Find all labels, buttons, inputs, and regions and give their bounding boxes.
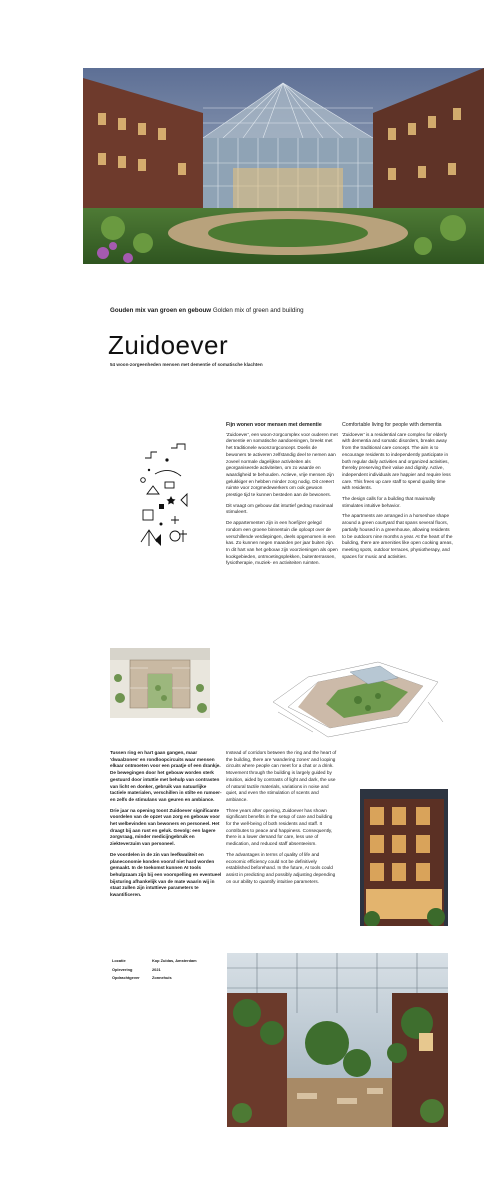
hero-courtyard-photo (83, 68, 484, 264)
fact-value: Kop Zuidas, Amsterdam (152, 958, 197, 963)
paragraph-nl2-2: Drie jaar na opening toont Zuidoever significante voordelen van de opzet van zorg en gebouw voor het welbevinden van bewoners en personeel. Het draagt bij aan rust en geluk. Gevolg: een lagere zorgvraag, minder medicijngebruik en ziekteverzuim van personeel. (110, 807, 220, 847)
paragraph-nl-1: 'Zuidoever', een woon-zorgcomplex voor ouderen met dementie en somatische aandoeningen, breekt met het traditionele woonzorgconcept. Doelis de bewoners te activeren zelfstandig deel te nemen aan zoveel normale dagelijkse activiteiten als georganiseerde activiteiten, om zo waarde en waardigheid te behouden. Actieve, vrije mensen zijn gelukkiger en hebben minder zorg nodig. Dit creëert ruimte voor zorgmedewerkers om ook gewoon prestige tijd te kunnen besteden aan de bewoners. (226, 431, 338, 498)
text-column-nl (226, 422, 338, 571)
project-facts (112, 957, 212, 983)
greenhouse-interior-photo (227, 953, 448, 1127)
paragraph-en2-2: Three years after opening, Zuidoever has shown significant benefits in the setup of care and building for the well-being of both residents and staff. It contributes to peace and happiness. Consequently, there is a lower demand for care, less use of medication, and reduced staff absenteeism. (226, 807, 333, 847)
fact-label: Oplevering (112, 966, 133, 972)
paragraph-en-2: The design calls for a building that maximally stimulates intuitive behavior. (342, 496, 436, 508)
heading-en: Comfortable living for people with dementia (342, 422, 442, 428)
fact-row-delivery (112, 966, 212, 975)
paragraph-nl-3: De appartementen zijn in een hoefijzer gelegd rondom een groene binnentuin die oploopt over de verschillende verdiepingen, deels opgenomen in een kas. Zo kunnen negen maanden per jaar buiten zijn. In dit hart van het gebouw zijn voorzieningen als open kookgebieden, ontmoetingsplekken, buitenterrassen, fysiotherapie, muziek- en activiteiten ruimten. (226, 520, 338, 566)
fact-row-client (112, 974, 212, 983)
kicker (110, 307, 450, 314)
fact-value: Zonnehuis (152, 975, 172, 981)
fact-row-location (112, 957, 212, 966)
text-column-en (342, 422, 454, 564)
paragraph-nl2-3: De voordelen in de zin van leefkwaliteit en planeconomie konden vooraf niet hard worden gemaakt. In de toekomst kunnen AI tools behulpzaam zijn bij een voorspelling en eventueel bijsturing afhankelijk van de mate waarin wij in staat zullen zijn intuïtieve parameters te kwantificeren. (110, 851, 222, 898)
fact-label: Locatie (112, 958, 126, 963)
fact-value: 2021 (152, 966, 161, 972)
text-column-nl-2 (110, 750, 222, 903)
paragraph-en2-1: Instead of corridors between the ring and the heart of the building, there are 'wandering zones' and looping circuits where people can meet for a chat or a drink. Movement through the building is largely guided by intuition, aided by contrasts of light and dark, the use of natural tactile materials, variations in noise and quiet, and even the stimulation of scents and ambiance. (226, 750, 337, 802)
paragraph-en-3: The apartments are arranged in a horseshoe shape around a green courtyard that spans several floors, partially housed in a greenhouse, allowing residents to be outdoors nine months a year. At the heart of the building, there are amenities like open cooking areas, meeting spots, outdoor terraces, physiotherapy, and spaces for music and activities. (342, 513, 453, 559)
paragraph-nl2-1: Tussen ring en hart gaan gangen, maar 'dwaalzones' en rondloopcircuits waar mensen elkaar ontmoeten voor een praatje of een drankje. De bewegingen door het gebouw worden sterk gestuurd door intuïtie met behulp van contrasten van licht en donker, gebruik van natuurlijke tactiele materialen, verschillen in stilte en rumoer- en zelfs de stimulans van geuren en ambiance. (110, 750, 222, 802)
intuition-pictogram (135, 438, 197, 550)
facade-photo (360, 789, 448, 926)
page-subtitle: 54 woon-zorgeenheden mensen met dementie of somatische klachten (110, 362, 263, 367)
heading-nl: Fijn wonen voor mensen met dementie (226, 422, 322, 428)
site-plan-image (110, 648, 210, 718)
kicker-nl: Gouden mix van groen en gebouw (110, 307, 212, 314)
page-title: Zuidoever (108, 330, 229, 360)
text-column-en-2 (226, 750, 338, 889)
paragraph-en-1: 'Zuidoever' is a residential care complex for elderly with dementia and somatic disorders, breaks away from the traditional care concept. The aim is to encourage residents to independently participate in both regular daily activities and organized activities, thereby preserving their value and dignity. Active, independent individuals are happier and require less care. This frees up care staff to spend quality time with residents. (342, 431, 451, 491)
axonometric-drawing (268, 652, 448, 740)
fact-label: Opdrachtgever (112, 975, 140, 981)
paragraph-nl-2: Dit vraagt om gebouw dat intuïtief gedrag maximaal stimuleert. (226, 502, 334, 515)
kicker-en: Golden mix of green and building (212, 307, 304, 314)
paragraph-en2-3: The advantages in terms of quality of life and economic efficiency could not be definitively established beforehand. In the future, AI tools could assist in predicting and possibly adjusting depending on our ability to quantify intuitive parameters. (226, 851, 336, 884)
